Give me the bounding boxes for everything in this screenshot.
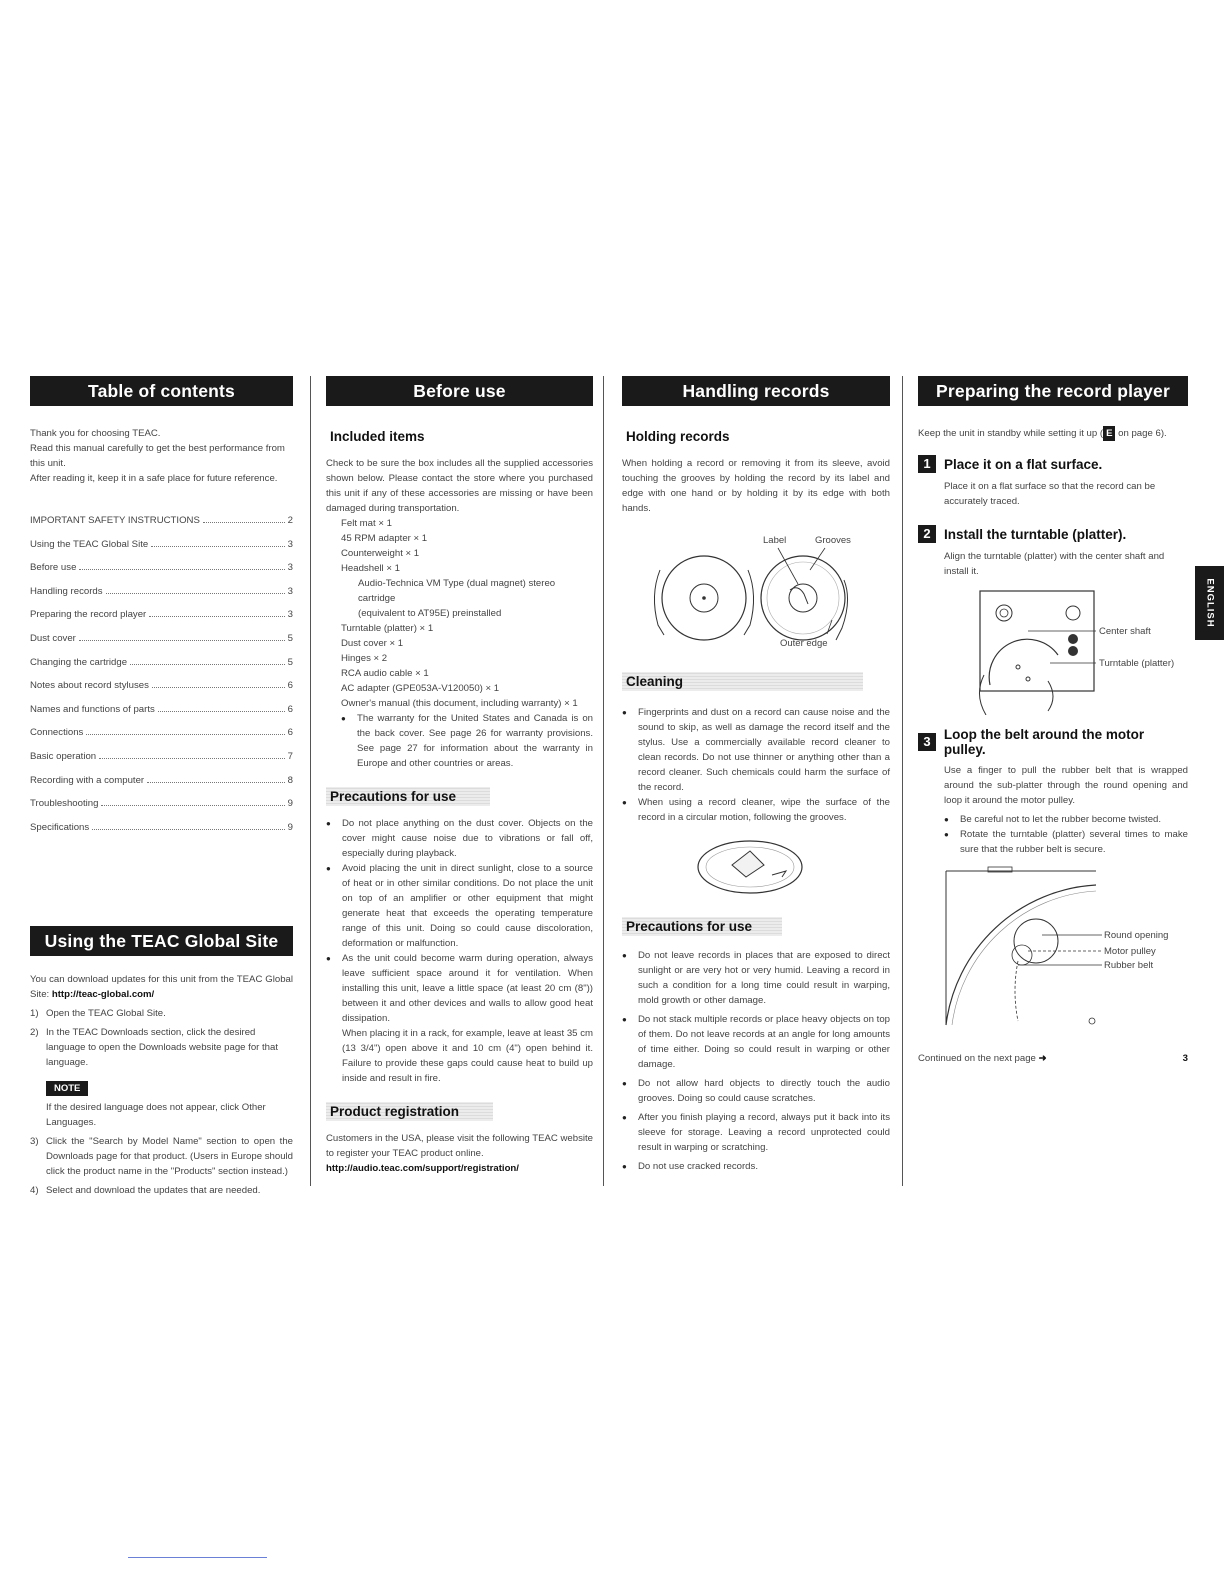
toc-page: 3 (287, 585, 293, 597)
reference-badge: E (1103, 426, 1115, 441)
step-1 (918, 455, 1188, 473)
step-text: Select and download the updates that are needed. (46, 1185, 261, 1196)
toc-label: Notes about record styluses (30, 680, 149, 692)
toc-label: Troubleshooting (30, 798, 99, 810)
record-precaution-item: ● Do not use cracked records. (622, 1159, 890, 1174)
toc-intro (30, 426, 293, 486)
record-precaution-item: ● After you finish playing a record, always put it back into its sleeve for storage. Leaving a record unprotected could result in warping or scratching. (622, 1110, 890, 1155)
precaution-item: ● Avoid placing the unit in direct sunlight, close to a source of heat or in other similar conditions. Do not place the unit on top of an amplifier or other equipment that might generate heat that exceeds the operating temperature range of this unit. Doing so could cause discoloration, deformation or malfunction. (326, 861, 593, 951)
item: AC adapter (GPE053A-V120050) × 1 (341, 683, 500, 694)
toc-page: 8 (287, 774, 293, 786)
intro-line: After reading it, keep it in a safe place for future reference. (30, 473, 278, 484)
item: Hinges × 2 (341, 653, 388, 664)
step-title: Loop the belt around the motor pulley. (943, 727, 1145, 757)
rubber-belt-callout: Rubber belt (1104, 960, 1154, 971)
language-tab-label: ENGLISH (1204, 578, 1215, 628)
step-title: Install the turntable (platter). (944, 526, 1127, 542)
preparing-title: Preparing the record player (918, 376, 1188, 406)
record-precautions-heading: Precautions for use (622, 917, 782, 936)
warranty-text: See page 27 for information about the warranty in Europe and other countries or areas. (357, 743, 593, 769)
toc-page: 3 (287, 609, 293, 621)
toc-page: 5 (287, 656, 293, 668)
step-bullet: ● Rotate the turntable (platter) several times to make sure that the rubber belt is secure. (944, 827, 1188, 857)
warranty-text: The warranty for the United States and Canada is on the back cover. See page 26 for warranty provisions. (357, 713, 593, 739)
toc-label: Basic operation (30, 750, 97, 762)
before-use-title: Before use (326, 376, 593, 406)
step-number-badge: 3 (918, 733, 936, 751)
column-divider (902, 376, 903, 1186)
grooves-callout: Grooves (815, 535, 851, 546)
toc-entry[interactable] (30, 822, 293, 846)
item-detail: Audio-Technica VM Type (dual magnet) stereo cartridge (358, 578, 556, 604)
holding-records-text: When holding a record or removing it from its sleeve, avoid touching the grooves by holding the record by its label and edge with one hand or by holding it by its edge with both hands. (622, 458, 890, 514)
turntable-install-illustration (918, 585, 1188, 715)
step-text: Open the TEAC Global Site. (46, 1008, 166, 1019)
handling-records-title: Handling records (622, 376, 890, 406)
cleaning-heading: Cleaning (622, 672, 863, 691)
item: RCA audio cable × 1 (341, 668, 429, 679)
toc-label: Using the TEAC Global Site (30, 538, 149, 550)
toc-entry[interactable] (30, 798, 293, 822)
record-precaution-item: ● Do not stack multiple records or place heavy objects on top of them. Do not leave records at an angle for long amounts of time either. Doing so could result in warping or other damage. (622, 1012, 890, 1072)
cleaning-item: ● When using a record cleaner, wipe the surface of the record in a circular motion, following the grooves. (622, 795, 890, 825)
label-callout: Label (763, 535, 787, 546)
record-cleaner-illustration (622, 833, 890, 903)
item: Felt mat × 1 (341, 518, 392, 529)
step-text: Use a finger to pull the rubber belt that is wrapped around the sub-platter through the round opening and loop it around the motor pulley. (944, 765, 1188, 806)
toc-page: 6 (287, 703, 293, 715)
global-site-title: Using the TEAC Global Site (30, 926, 293, 956)
toc-page: 7 (287, 750, 293, 762)
included-items-list (341, 516, 593, 771)
precautions-heading: Precautions for use (326, 787, 490, 806)
toc-label: Before use (30, 562, 77, 574)
included-items-heading: Included items (330, 429, 425, 444)
item: 45 RPM adapter × 1 (341, 533, 428, 544)
item-detail: (equivalent to AT95E) preinstalled (358, 608, 502, 619)
language-tab (1195, 566, 1224, 640)
toc-list (30, 515, 293, 845)
toc-entry[interactable] (30, 562, 293, 586)
toc-label: Connections (30, 727, 84, 739)
toc-title: Table of contents (30, 376, 293, 406)
toc-label: Dust cover (30, 632, 76, 644)
toc-label: Handling records (30, 585, 103, 597)
global-site-section (30, 926, 293, 1198)
note-text: If the desired language does not appear, click Other Languages. (46, 1102, 266, 1128)
page-number: 3 (1182, 1053, 1188, 1064)
toc-entry[interactable] (30, 515, 293, 539)
global-site-step (30, 1134, 293, 1179)
cleaning-item: ● Fingerprints and dust on a record can cause noise and the sound to skip, as well as damage the record itself and the stylus. Use a commercially available record cleaner to clean records. Do not use thinner or anything other than a record cleaner. Such chemicals could harm the surface of the record. (622, 705, 890, 795)
global-site-intro (30, 972, 293, 1002)
step-number-badge: 2 (918, 525, 936, 543)
toc-entry[interactable] (30, 657, 293, 681)
motor-pulley-callout: Motor pulley (1104, 946, 1156, 957)
global-site-step (30, 1006, 293, 1021)
record-precaution-item: ● Do not leave records in places that are exposed to direct sunlight or are very hot or very humid. Leaving a record in such a condition for a long time could result in warping, mold growth or other damage. (622, 948, 890, 1008)
toc-label: Specifications (30, 821, 90, 833)
toc-entry[interactable] (30, 609, 293, 633)
bottom-rule (128, 1557, 267, 1558)
step-number: 1) (30, 1008, 39, 1019)
precaution-item: ● Do not place anything on the dust cover. Objects on the cover might cause noise due to vibrations or fall off, especially during playback. (326, 816, 593, 861)
toc-page: 5 (287, 632, 293, 644)
step-3 (918, 727, 1188, 757)
global-site-step (30, 1025, 293, 1070)
step-number: 4) (30, 1185, 39, 1196)
continued-text: Continued on the next page (918, 1053, 1036, 1064)
step-text: In the TEAC Downloads section, click the desired language to open the Downloads website page for that language. (46, 1027, 279, 1068)
column-divider (310, 376, 311, 1186)
intro-text: Keep the unit in standby while setting it up ( (918, 428, 1104, 439)
step-number: 3) (30, 1136, 39, 1147)
belt-loop-illustration (918, 865, 1188, 1035)
holding-records-heading: Holding records (626, 429, 730, 444)
item: Headshell × 1 (341, 563, 400, 574)
handling-records-column (622, 376, 890, 1174)
toc-page: 3 (287, 562, 293, 574)
registration-link[interactable]: http://audio.teac.com/support/registration/ (326, 1163, 519, 1174)
toc-entry[interactable] (30, 704, 293, 728)
toc-page: 2 (287, 515, 293, 526)
included-intro: Check to be sure the box includes all the supplied accessories shown below. Please contact the store where you purchased this unit if any of these accessories are missing or have been damaged during transportation. (326, 458, 593, 514)
page-footer (918, 1051, 1188, 1067)
toc-entry[interactable] (30, 775, 293, 799)
toc-column (30, 376, 293, 845)
toc-label: Recording with a computer (30, 774, 145, 786)
intro-text: You can download updates for this unit from the TEAC Global Site: (30, 974, 293, 1000)
toc-entry[interactable] (30, 586, 293, 610)
item: Owner's manual (this document, including warranty) × 1 (341, 698, 578, 709)
toc-page: 9 (287, 821, 293, 833)
toc-entry[interactable] (30, 633, 293, 657)
rack-note: When placing it in a rack, for example, leave at least 35 cm (13 3/4") open above it and 10 cm (4") open behind it. Failure to provide these gaps could cause heat to build up inside and result in fire. (342, 1028, 593, 1084)
toc-page: 3 (287, 538, 293, 550)
record-precautions-list (622, 948, 890, 1174)
global-site-link[interactable]: http://teac-global.com/ (51, 989, 155, 1000)
step-text: Place it on a flat surface so that the record can be accurately traced. (944, 481, 1156, 507)
arrow-right-icon: ➜ (1038, 1053, 1047, 1064)
toc-page: 6 (287, 680, 293, 692)
step-number-badge: 1 (918, 455, 936, 473)
turntable-platter-callout: Turntable (platter) (1099, 658, 1175, 669)
item: Counterweight × 1 (341, 548, 420, 559)
note-badge: NOTE (46, 1081, 88, 1096)
step-2 (918, 525, 1188, 543)
outer-edge-callout: Outer edge (780, 638, 828, 649)
product-registration-heading: Product registration (326, 1102, 493, 1121)
cleaning-list (622, 705, 890, 825)
precautions-list (326, 816, 593, 1026)
intro-line: Read this manual carefully to get the best performance from this unit. (30, 443, 285, 469)
registration-text: Customers in the USA, please visit the following TEAC website to register your TEAC product online. (326, 1133, 593, 1159)
item: Dust cover × 1 (341, 638, 404, 649)
toc-entry[interactable] (30, 727, 293, 751)
step-3-bullets (944, 812, 1188, 857)
step-text: Align the turntable (platter) with the center shaft and install it. (944, 551, 1165, 577)
toc-entry[interactable] (30, 680, 293, 704)
center-shaft-callout: Center shaft (1099, 626, 1151, 637)
precaution-item: ● As the unit could become warm during operation, always leave sufficient space around it for ventilation. When installing this unit, leave a little space (at least 20 cm (8")) between it and other devices and walls to allow good heat dissipation. (326, 951, 593, 1026)
holding-records-illustration (622, 530, 890, 670)
toc-entry[interactable] (30, 751, 293, 775)
toc-page: 9 (287, 798, 293, 810)
toc-label: Names and functions of parts (30, 703, 155, 715)
before-use-column (326, 376, 593, 1176)
record-precaution-item: ● Do not allow hard objects to directly touch the audio grooves. Doing so could cause scratches. (622, 1076, 890, 1106)
intro-text: on page 6). (1115, 428, 1167, 439)
toc-page: 6 (287, 727, 293, 739)
toc-label: IMPORTANT SAFETY INSTRUCTIONS (30, 515, 200, 526)
toc-label: Preparing the record player (30, 609, 147, 621)
toc-entry[interactable] (30, 539, 293, 563)
step-title: Place it on a flat surface. (944, 456, 1103, 472)
intro-line: Thank you for choosing TEAC. (30, 428, 161, 439)
round-opening-callout: Round opening (1104, 930, 1169, 941)
preparing-column (918, 376, 1188, 1067)
warranty-note (341, 711, 593, 771)
item: Turntable (platter) × 1 (341, 623, 434, 634)
step-bullet: ● Be careful not to let the rubber become twisted. (944, 812, 1188, 827)
column-divider (603, 376, 604, 1186)
toc-label: Changing the cartridge (30, 656, 128, 668)
step-number: 2) (30, 1027, 39, 1038)
preparing-intro (918, 426, 1188, 441)
global-site-step (30, 1183, 293, 1198)
step-text: Click the "Search by Model Name" section to open the Downloads page for that product. (Users in Europe should click the product name in the "Products" section instead.) (46, 1136, 293, 1177)
